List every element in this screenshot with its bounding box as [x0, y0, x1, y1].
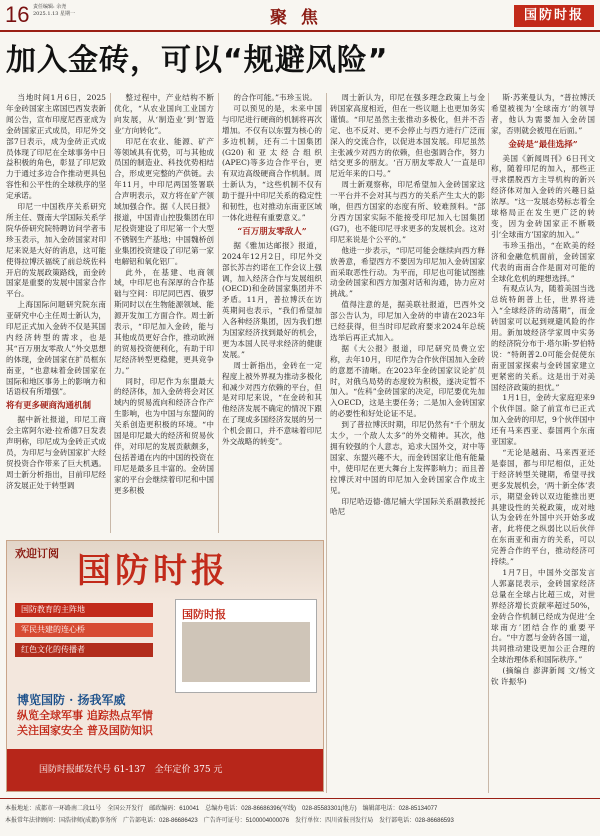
cover-title: 国防时报: [182, 608, 226, 621]
paragraph: 他进一步表示，“印尼可能会继续向西方释放善意，希望西方不要因为印尼加入金砖国家而采取恶性行动。为平而，印尼也可能试图推动金砖国家和西方加强对话和沟通，协力应对挑战。”: [330, 245, 485, 299]
paragraph: 上海国际问题研究院东南亚研究中心主任周士新认为，印尼正式加入金砖不仅是其国内经济转型的需求，也是其“百万朋友零敌人”外交思想的体现，金砖国家在扩员框东南亚，“也意味着金砖国家在国际和地区事务上的影响力和话语权有所增强”。: [6, 300, 106, 397]
ad-slogan: 关注国家安全 普及国防知识: [17, 724, 153, 737]
cover-photo: [182, 622, 310, 682]
column-5: [491, 93, 595, 813]
paragraph: 据中新社报道，印尼工商会主席阿尔逊·拉希德7日发表声明称，印尼成为金砖正式成员，为印尼与金砖国家扩大经贸投资合作带来了巨大机遇。周士新分析指出，目前印尼经济发展正处于转型调: [6, 415, 106, 490]
paragraph: 同时，印尼作为东盟最大的经济体，加入金砖将会对区域内的贸易流向和经济合作产生影响，也为中国与东盟间的关系创造更积极的环境。“中国是印尼最大的经济和贸易伙伴，对印尼的发展贡献颇多，包括普通在内的中国的投资在印尼是最多且丰富的。金砖国家的平台会继续着印尼和中国更多积极: [114, 376, 214, 495]
ad-price-bar: 国防时报邮发代号 61-137 全年定价 375 元: [7, 749, 324, 791]
ad-tag: 国防教育的主阵地: [15, 603, 153, 617]
paragraph: 此外，在基建、电商领域，中印尼也有深厚的合作基础与空间：印尼同巴西、俄罗斯同时以在生物能源领域、能源开发加工方面合作。周士新表示，“印尼加入金砖，能与其他成员更好合作，推动欧洲的贸易投资便利化，有助于印尼经济转型更稳健，更具竞争力。”: [114, 267, 214, 375]
paragraph: 斯·苏莱曼认为，“普拉博沃希望被视为‘全球南方’的领导者，他认为需要加入金砖国家，否则就会被甩在后面。”: [491, 93, 595, 135]
column-3: [222, 93, 322, 533]
page-header: [0, 0, 600, 30]
paragraph: 据《雅加达邮报》报道，2024年12月2日，印尼外交部长苏吉约诺在工作会议上强调，加入经济合作与发展组织(OECD)和金砖国家集团并不矛盾。11月，普拉博沃在访英期间也表示，“我们希望加入各种经济集团，因为我们想为国家经济找到最好的机会，更为本国人民寻求经济的健康发展。”: [222, 240, 322, 359]
editor-date: [33, 4, 75, 18]
header-rule: [0, 30, 600, 32]
paragraph: 印尼哈迈德·德尼辅大学国际关系副教授托哈尼: [330, 496, 485, 517]
column-divider: [488, 93, 489, 793]
subheading: 将有更多硬商沟通机制: [6, 401, 92, 412]
paragraph: 的合作可能。”韦珍玉说。: [233, 93, 318, 102]
footer-line: 本报常年法律顾问：国浩律师(成都)事务所 广告部电话：028-86686423 广告许可证号：5100004000076 发行单位：四川省报刊发行局 发行部电话：028-86686593: [5, 818, 454, 824]
article-title: 加入金砖，可以“规避风险”: [6, 43, 389, 78]
ad-slogan: 纵览全球军事 追踪热点军情: [17, 709, 153, 722]
credit-line: (摘编自 澎湃新闻 文/杨文钦 许振华): [491, 666, 595, 687]
column-1: [6, 93, 106, 533]
editor-line: 责任编辑: 余尧: [33, 4, 67, 10]
paragraph: “无论是越南、马来西亚还是泰国，都与印尼相似，正处于经济转型关键期，希望寻找更多发展机会，‘两十新全体’表示，期望金砖以双边能推出更具建设性的关税政策，成对地认为金砖在外国中兴开始多或者，此将使之纵弱比以后伙伴在东南亚和南方的关系，可以完善合作的平台，推动经济可持续。”: [491, 448, 595, 567]
paragraph: 到了普拉博沃时期，印尼仍然有“千个朋友太少，一个敌人太多”的外交精神。其次，他拥有较强的个人意志，追求大国外交，对中等国家、东盟兴趣不大，而金砖国家让他有能量中，使印尼在更大舞台上发挥影响力；而且普拉博沃对中国的印尼加入金砖国家合作成主见。: [330, 420, 485, 495]
ad-tag: 军民共建的连心桥: [15, 623, 153, 637]
paragraph: 据《大公报》报道，印尼研究员费立宏称，去年10月，印尼作为合作伙伴国加入金砖的意愿不清晰。在2023年金砖国家议论扩员时，对俄乌局势的态度较为积极，遂决定暂不加入。“佐科”金砖国家的决定，印尼要优先加入OECD，这是主要任务；二是加入金砖国家的必要性和好处论证不足。: [330, 343, 485, 419]
paragraph: 1月7日，中国外交部发言人郭嘉昆表示，金砖国家经济总量在全球占比超三成，对世界经济增长贡献率超过50%，金砖合作机制已经成为促进‘全球南方’团结合作的重要平台。“中方愿与金砖各国一道，共同推动建设更加公正合理的全球治理体系和国际秩序。”: [491, 567, 595, 665]
ad-tag: 红色文化的传播者: [15, 643, 153, 657]
column-4: [330, 93, 485, 813]
section-title: 聚 焦: [270, 8, 322, 28]
paragraph: 周士新认为，印尼在强多理念政策上与金砖国家高度相近，但在一些议题上也更加务实谨慎。“印尼虽然主张推动多极化，但并不否定、也不反对、更不会停止与西方进行广泛而深入的交流合作，以促进本国发展。印尼虽然主张减少对西方的依赖，但也强调合作，努力结交更多的朋友。‘百万朋友零敌人’一直是印尼近年来的口号。”: [330, 93, 485, 179]
subheading: “百万朋友零敌人”: [237, 226, 307, 237]
newspaper-logo: 国防时报: [514, 5, 594, 27]
ad-welcome: 欢迎订阅: [15, 547, 59, 560]
paragraph: 可以预见的是，未来中国与印尼进行硬商的机制将再次增加。不仅有以东盟为核心的多边机制，还有二十国集团(G20)和亚太经合组织(APEC)等多边合作平台，更有双边高级硬商合作机制。周士新认为，“这些机制不仅有助于提升中印尼关系的稳定性和韧性，也对推动东南亚区域一体化进程有重要意义。”: [222, 103, 322, 222]
paragraph: 韦珍玉指出，“在欧美的经济和金融危机面前，金砖国家代表的南南合作是面对可能的全球化危机的理想选择。”: [491, 240, 595, 283]
paragraph: 当地时间1月6日，2025年金砖国家主席国巴西发表新闻公告，宣布印度尼西亚成为金砖国家正式成员，印尼外交部7日表示，成为金砖正式成员体现了印尼在全球事务中日益积极的角色，彰显了印尼致力于通过多边合作推动更具包容性和公平性的全球秩序的坚定承诺。: [6, 93, 106, 201]
paragraph: 有观点认为，随着美国当选总统特朗普上任，世界将进入“全球经济的动荡期”，而金砖国家可以起到规避风险的作用。新加坡经济学家周中实务的经济院分布于·塔尔斯·罗伯特说：“特朗普2.0可能会促使东南亚国家探索与金砖国家建立更紧密的关系。这是出于对美国经济政策的担忧。”: [491, 284, 595, 392]
newspaper-cover-image: [175, 599, 317, 693]
subscription-ad: [6, 540, 324, 792]
date-line: 2025.1.13 星期一: [33, 11, 76, 17]
footer-line: 本报地址：成都市一环路南二段11号 全国公开发行 邮政编码：610041 总编办电话：028-86686396(军线) 028-85583301(地方) 编辑部电话：028-85134077: [5, 806, 438, 812]
paragraph: 印尼在农业、能源、矿产等领域具有优势，可与其他成员国的制造业、科技优势相结合，形成更完整的产供链。去年11月，中印尼两国签署联合声明表示，双方将在矿产领域加强合作。据《人民日报》报道，中国青山控股集团在印尼投资建设了印尼第一个大型不锈钢生产基地；中国魏桥创业集团投资建设了印尼第一家电解铝和氧化铝厂。: [114, 136, 214, 266]
paragraph: 1月1日，金砖大家庭迎来9个伙伴国。除了前宣布已正式加入金砖的印尼，9个伙伴国中还有马来西亚、泰国两个东南亚国家。: [491, 393, 595, 447]
page-number: 16: [5, 2, 30, 27]
paragraph: 周士新指出，金砖在一定程度上被外界视为推动多极化和减少对西方依赖的平台，但是对印尼来说，“在金砖和其他经济发展不确定的情况下跟在了现成多国经济发展的另一个机会面口，并不意味着印尼外交战略的转变”。: [222, 360, 322, 447]
paragraph: 周士新观察称，印尼希望加入金砖国家这一平台并不会对其与西方的关系产生太大的影响，但西方国家的态度有所、较难预料。“部分西方国家实际不能接受印尼加入七国集团(G7)，也不能印尼寻求更多的发展机会。这对印尼来说是个公平的。”: [330, 180, 485, 244]
column-divider: [110, 93, 111, 533]
paragraph: 美国《新闻周刊》6日刊文称，随着印尼的加入，那些正寻求摆脱西方主导机构的新兴经济体对加入金砖的兴趣日益浓厚。“这一发展态势标志着全球格局正在发生更广泛的转变，因为金砖国家正不断吸引‘全球南方’国家的加入。”: [491, 153, 595, 239]
subheading: 金砖是“最佳选择”: [508, 139, 578, 150]
ad-slogan: 博览国防 · 扬我军威: [17, 693, 126, 707]
column-2: [114, 93, 214, 533]
column-divider: [218, 93, 219, 533]
paragraph: 值得注意的是，据美联社报道，巴西外交部公告认为，印尼加入金砖的申请在2023年已经获得，但当时印尼政府要求2024年总统选举后再正式加入。: [330, 300, 485, 342]
paragraph: 印尼一中国秩序关系研究所主任、暨南大学国际关系学院华侨研究院特聘访问学者韦珍玉表示，加入金砖国家对印尼来说是大好的消息，这可能使得拉博沃福统了前总统佐科开启的发展政策路线，而金砖国家是重要的发展中国家合作平台。: [6, 202, 106, 299]
paragraph: 整过程中，产业结构不断优化，“从农业国向工业国方向发展，从‘制造业’到‘智造业’方向转化”。: [114, 93, 214, 135]
ad-logo: 国防时报: [77, 551, 229, 591]
page-footer: [0, 798, 600, 836]
column-divider: [326, 93, 327, 793]
